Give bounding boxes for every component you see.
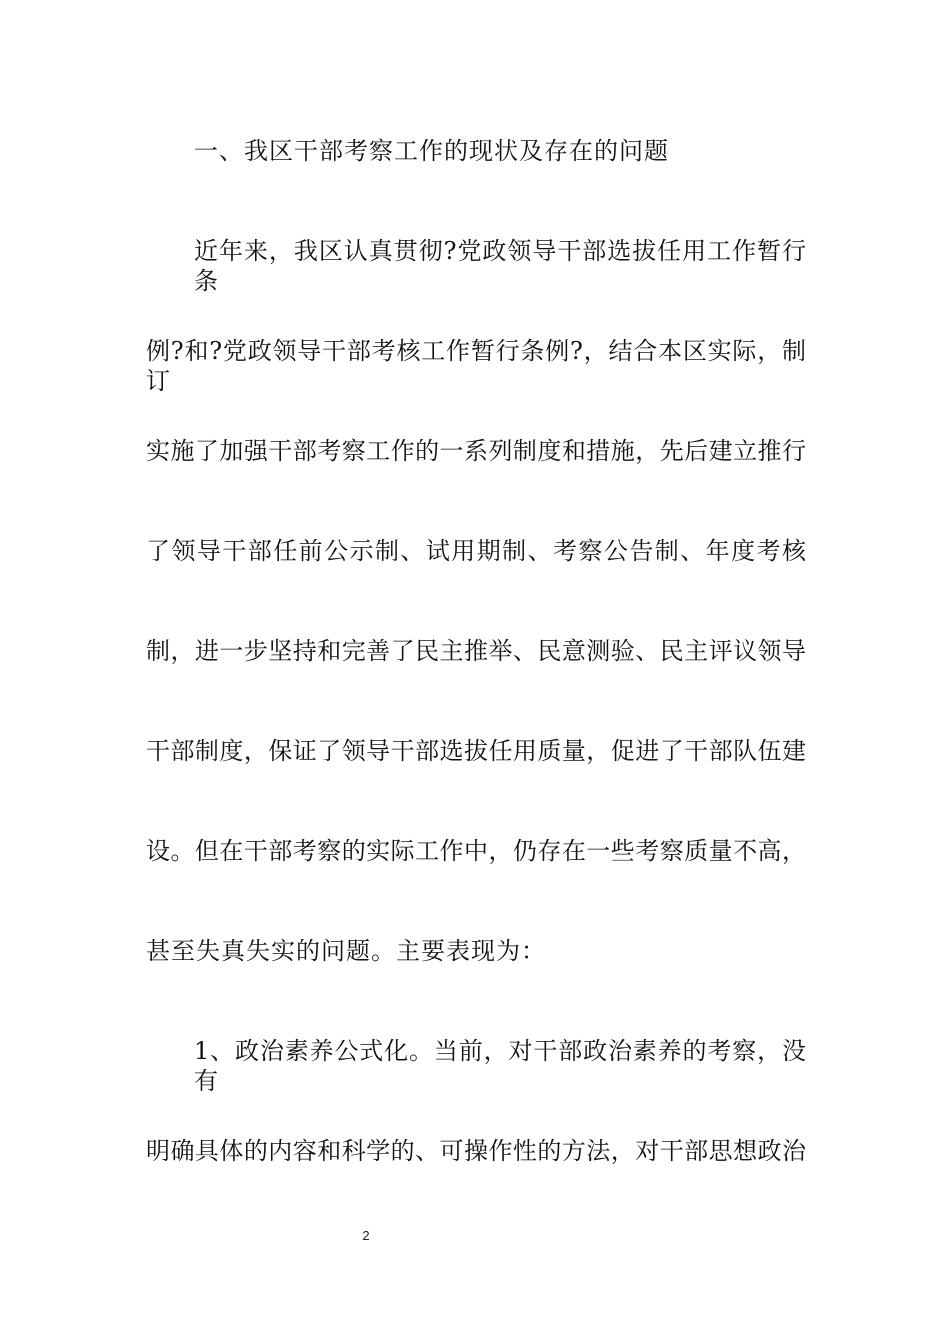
paragraph-line: 近年来，我区认真贯彻?党政领导干部选拔任用工作暂行条 xyxy=(194,237,806,295)
section-heading: 一、我区干部考察工作的现状及存在的问题 xyxy=(194,137,669,165)
paragraph-line: 1、政治素养公式化。当前，对干部政治素养的考察，没有 xyxy=(194,1037,806,1095)
paragraph-line: 制，进一步坚持和完善了民主推举、民意测验、民主评议领导 xyxy=(146,637,806,665)
page-number: 2 xyxy=(362,1228,370,1243)
paragraph-line: 了领导干部任前公示制、试用期制、考察公告制、年度考核 xyxy=(146,537,806,565)
paragraph-line: 例?和?党政领导干部考核工作暂行条例?，结合本区实际，制订 xyxy=(146,337,806,395)
paragraph-line: 干部制度，保证了领导干部选拔任用质量，促进了干部队伍建 xyxy=(146,737,806,765)
paragraph-line: 明确具体的内容和科学的、可操作性的方法，对干部思想政治 xyxy=(146,1137,806,1165)
paragraph-line: 设。但在干部考察的实际工作中，仍存在一些考察质量不高， xyxy=(146,837,806,865)
paragraph-line: 甚至失真失实的问题。主要表现为： xyxy=(146,937,546,965)
paragraph-line: 实施了加强干部考察工作的一系列制度和措施，先后建立推行 xyxy=(146,437,806,465)
